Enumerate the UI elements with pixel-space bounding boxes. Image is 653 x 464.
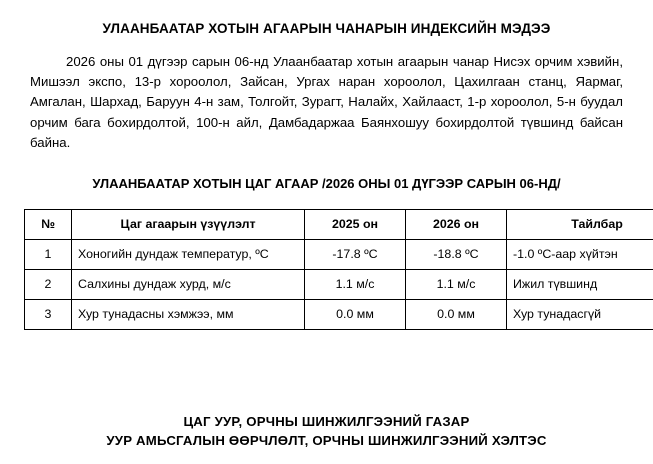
cell-note: Хур тунадасгүй xyxy=(507,299,653,329)
cell-year-2025: -17.8 ºC xyxy=(305,239,406,269)
page-title: УЛААНБААТАР ХОТЫН АГААРЫН ЧАНАРЫН ИНДЕКСИЙН МЭДЭЭ xyxy=(102,21,551,36)
cell-year-2026: 1.1 м/с xyxy=(406,269,507,299)
column-header-number: № xyxy=(25,209,72,239)
cell-year-2025: 1.1 м/с xyxy=(305,269,406,299)
cell-note: Ижил түвшинд xyxy=(507,269,653,299)
column-header-note: Тайлбар xyxy=(507,209,653,239)
cell-year-2026: -18.8 ºC xyxy=(406,239,507,269)
document-footer xyxy=(0,412,653,450)
cell-number: 1 xyxy=(25,239,72,269)
cell-indicator: Салхины дундаж хурд, м/с xyxy=(72,269,305,299)
table-row xyxy=(25,299,653,329)
table-row xyxy=(25,269,653,299)
column-header-indicator: Цаг агаарын үзүүлэлт xyxy=(72,209,305,239)
cell-indicator: Хур тунадасны хэмжээ, мм xyxy=(72,299,305,329)
table-row xyxy=(25,239,653,269)
table-header-row xyxy=(25,209,653,239)
footer-department: УУР АМЬСГАЛЫН ӨӨРЧЛӨЛТ, ОРЧНЫ ШИНЖИЛГЭЭНИЙ ХЭЛТЭС xyxy=(106,432,547,448)
cell-number: 3 xyxy=(25,299,72,329)
footer-organization: ЦАГ УУР, ОРЧНЫ ШИНЖИЛГЭЭНИЙ ГАЗАР xyxy=(183,413,470,429)
section-title: УЛААНБААТАР ХОТЫН ЦАГ АГААР /2026 ОНЫ 01 ДҮГЭЭР САРЫН 06-НД/ xyxy=(92,175,561,191)
cell-indicator: Хоногийн дундаж температур, ºC xyxy=(72,239,305,269)
column-header-year-2026: 2026 он xyxy=(406,209,507,239)
cell-number: 2 xyxy=(25,269,72,299)
intro-paragraph: 2026 оны 01 дүгээр сарын 06-нд Улаанбаатар хотын агаарын чанар Нисэх орчим хэвийн, Мишээл экспо, 13-р хороолол, Зайсан, Ургах наран хороолол, Цахилгаан станц, Яармаг, Амгалан, Шархад, Баруун 4-н зам, Толгойт, Зурагт, Налайх, Хайлааст, 1-р хороолол, 5-н буудал орчим бага бохирдолтой, 100-н айл, Дамбадаржаа Баянхошуу бохирдолтой түвшинд байсан байна. xyxy=(30,53,623,151)
cell-year-2025: 0.0 мм xyxy=(305,299,406,329)
weather-table xyxy=(24,209,653,330)
cell-year-2026: 0.0 мм xyxy=(406,299,507,329)
column-header-year-2025: 2025 он xyxy=(305,209,406,239)
cell-note: -1.0 ºC-аар хүйтэн xyxy=(507,239,653,269)
